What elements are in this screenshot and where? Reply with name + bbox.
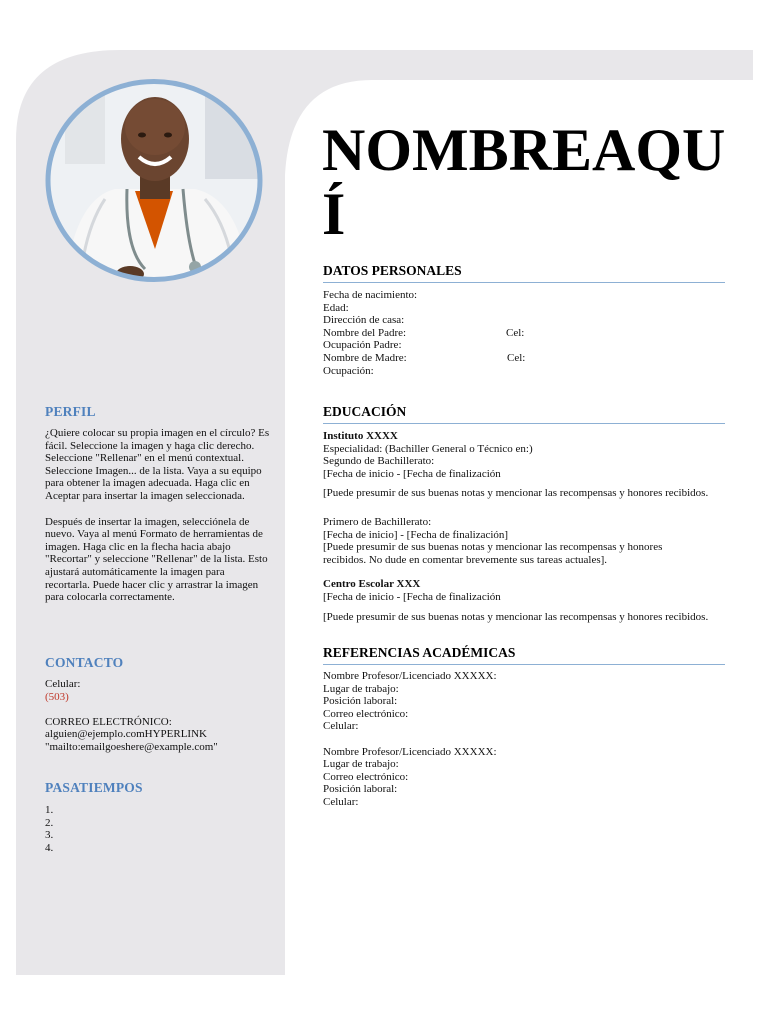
referencia-1-correo: Correo electrónico: [323, 707, 409, 720]
referencia-2-celular: Celular: [323, 795, 359, 808]
referencia-2-trabajo: Lugar de trabajo: [323, 758, 399, 771]
fecha-nacimiento: Fecha de nacimiento: [323, 289, 418, 301]
perfil-heading: PERFIL [45, 404, 96, 419]
cel-padre: Cel: [506, 326, 525, 339]
referencias-section [323, 670, 725, 809]
edad: Edad: [323, 301, 349, 314]
fechas-1: [Fecha de inicio - [Fecha de finalización [323, 467, 501, 480]
perfil-section [45, 427, 270, 604]
pasatiempo-item: 2. [45, 816, 54, 829]
email-label: CORREO ELECTRÓNICO: [45, 715, 172, 728]
direccion-casa: Dirección de casa: [323, 314, 405, 327]
referencia-1-nombre: Nombre Profesor/Licenciado XXXXX: [323, 670, 497, 682]
celular-label: Celular: [45, 678, 81, 690]
primero-bachillerato: Primero de Bachillerato: [323, 515, 432, 528]
nombre-padre-row [323, 327, 725, 340]
doctor-portrait-photo [45, 79, 263, 282]
email-line-1[interactable]: alguien@ejemplo.comHYPERLINK [45, 728, 207, 741]
pasatiempo-item: 1. [45, 804, 54, 816]
perfil-paragraph-2: Después de insertar la imagen, selecciónela de nuevo. Vaya al menú Formato de herramientas de imagen. Haga clic en la flecha hacia abajo "Recortar" y seleccione "Rellenar" de la lista. Esto ajustará automáticamente la imagen para recortarla. Puede hacer clic y arrastrar la imagen para colocarla correctamente. [45, 515, 268, 604]
email-line-2[interactable]: "mailto:emailgoeshere@example.com" [45, 740, 218, 753]
perfil-paragraph-1: ¿Quiere colocar su propia imagen en el círculo? Es fácil. Seleccione la imagen y haga clic derecho. Seleccione "Rellenar" en el menú contextual. Seleccione Imagen... de la lista. Vaya a su equipo para obtener la imagen adecuada. Haga clic en Aceptar para insertar la imagen seleccionada. [45, 427, 270, 502]
referencia-2-posicion: Posición laboral: [323, 783, 398, 796]
contacto-heading: CONTACTO [45, 655, 124, 670]
especialidad: Especialidad: (Bachiller General o Técnico en:) [323, 442, 533, 455]
fechas-2: [Fecha de inicio] - [Fecha de finalización] [323, 528, 509, 541]
referencia-1-posicion: Posición laboral: [323, 695, 398, 708]
profile-photo[interactable] [45, 79, 263, 282]
ocupacion-padre: Ocupación Padre: [323, 339, 402, 352]
referencia-1-trabajo: Lugar de trabajo: [323, 682, 399, 695]
notas-2: [Puede presumir de sus buenas notas y mencionar las recompensas y honores recibidos. No dude en comentar brevemente sus tareas actuales]. [323, 541, 663, 566]
referencias-heading: REFERENCIAS ACADÉMICAS [323, 645, 725, 665]
datos-personales-section [323, 289, 725, 377]
referencia-2-nombre: Nombre Profesor/Licenciado XXXXX: [323, 745, 497, 758]
celular-value: (503) [45, 690, 69, 703]
educacion-section [323, 430, 725, 623]
contacto-section [45, 678, 270, 754]
pasatiempos-list [45, 804, 270, 854]
educacion-heading: EDUCACIÓN [323, 404, 725, 424]
nombre-madre: Nombre de Madre: [323, 351, 407, 364]
notas-3-row [323, 611, 725, 624]
institucion-2: Centro Escolar XXX [323, 578, 421, 591]
notas-3: [Puede presumir de sus buenas notas y mencionar las recompensas y honores recibidos. [323, 610, 709, 623]
notas-1-row [323, 487, 725, 500]
notas-1: [Puede presumir de sus buenas notas y mencionar las recompensas y honores recibidos. [323, 487, 709, 500]
datos-personales-heading: DATOS PERSONALES [323, 263, 725, 283]
nombre-padre: Nombre del Padre: [323, 326, 407, 339]
cel-madre: Cel: [507, 351, 526, 364]
candidate-name: NOMBREAQUÍ [322, 117, 726, 247]
pasatiempo-item: 4. [45, 841, 54, 854]
institucion-1: Instituto XXXX [323, 430, 398, 442]
pasatiempos-heading: PASATIEMPOS [45, 780, 143, 795]
referencia-1-celular: Celular: [323, 720, 359, 733]
referencia-2-correo: Correo electrónico: [323, 770, 409, 783]
pasatiempo-item: 3. [45, 829, 54, 842]
fechas-3: [Fecha de inicio - [Fecha de finalización [323, 590, 501, 603]
nombre-madre-row [323, 352, 725, 365]
ocupacion: Ocupación: [323, 364, 374, 377]
segundo-bachillerato: Segundo de Bachillerato: [323, 455, 435, 468]
